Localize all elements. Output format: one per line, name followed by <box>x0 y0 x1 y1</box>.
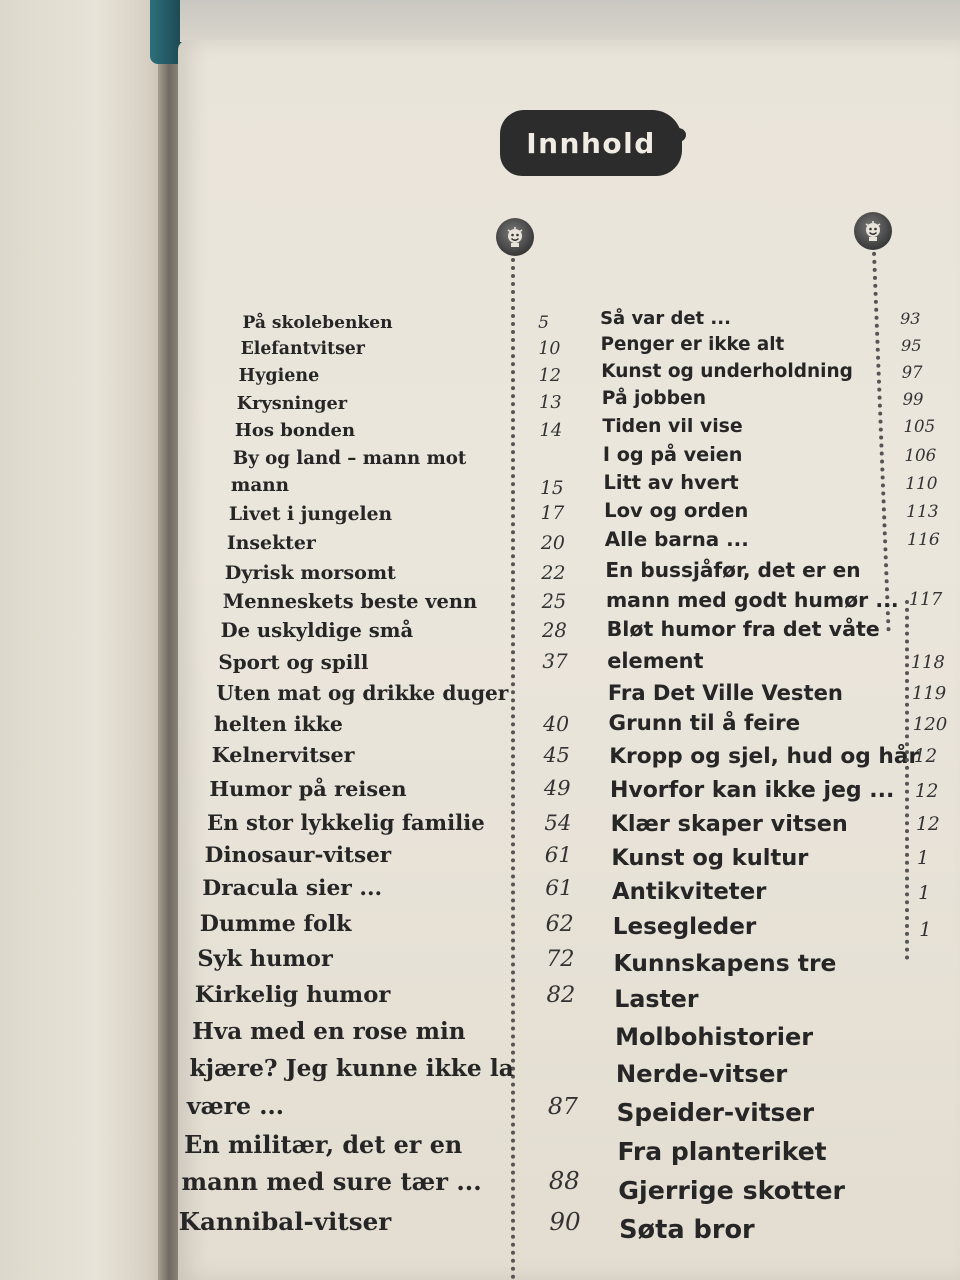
left-toc-entry-line: Menneskets beste venn <box>222 589 478 613</box>
right-toc-entry-line: Lov og orden <box>604 499 749 523</box>
right-toc-page-number: 93 <box>900 309 921 329</box>
right-toc-entry-line: Kunst og underholdning <box>601 361 853 383</box>
left-toc-page-number: 45 <box>543 743 570 768</box>
title-badge <box>500 110 682 176</box>
right-toc-page-number: 12 <box>914 781 939 803</box>
left-toc-page-number: 12 <box>538 366 562 387</box>
right-toc-page-number: 105 <box>903 416 936 436</box>
face-medallion-icon <box>854 212 892 250</box>
left-toc-entry-line: Kelnervitser <box>211 743 355 768</box>
right-toc-entry-line: Penger er ikke alt <box>600 334 785 356</box>
left-toc-entry-line: Hos bonden <box>234 419 356 441</box>
left-toc-page-number: 14 <box>539 419 563 441</box>
left-toc-page-number: 10 <box>538 339 561 360</box>
left-toc-page-number: 15 <box>540 478 564 500</box>
right-toc-page-number: 12 <box>915 814 940 836</box>
right-toc-entry-line: Gjerrige skotter <box>618 1176 845 1206</box>
left-toc-page-number: 28 <box>541 619 567 643</box>
right-toc-entry-line: Litt av hvert <box>603 470 739 494</box>
left-toc-entry-line: Dyrisk morsomt <box>224 560 396 584</box>
right-toc-entry-line: Bløt humor fra det våte <box>606 617 880 642</box>
left-toc-entry-line: Elefantvitser <box>240 339 365 360</box>
left-toc-entry-line: mann <box>230 475 289 497</box>
left-toc-entry-line: Krysninger <box>236 392 348 414</box>
left-toc-entry-line: Kirkelig humor <box>194 981 391 1008</box>
page-title: Innhold <box>526 126 656 160</box>
left-toc-page-number: 20 <box>540 531 565 554</box>
right-toc-page-number: 120 <box>912 713 948 735</box>
left-toc-entry-line: være ... <box>186 1091 284 1120</box>
right-toc-page-number: 97 <box>901 363 923 383</box>
right-toc-page-number: 106 <box>904 444 937 465</box>
right-toc-entry-line: En bussjåfør, det er en <box>605 557 861 582</box>
face-medallion-icon <box>496 218 534 256</box>
left-toc-page-number: 37 <box>542 650 568 674</box>
left-toc-entry-line: Sport og spill <box>218 650 369 675</box>
right-toc-page-number: 1 <box>918 881 931 904</box>
left-toc-entry-line: En militær, det er en <box>184 1130 463 1159</box>
right-toc-entry-line: Så var det ... <box>600 307 731 329</box>
left-toc-entry-line: Syk humor <box>197 945 333 972</box>
left-dotted-line <box>511 258 515 1280</box>
left-toc-page-number: 61 <box>545 876 573 902</box>
right-toc-entry-line: Grunn til å feire <box>608 710 801 736</box>
right-toc-entry-line: Kunst og kultur <box>611 844 809 871</box>
right-toc-entry-line: Fra planteriket <box>617 1136 827 1166</box>
left-toc-entry-line: En stor lykkelig familie <box>207 809 485 835</box>
background-strip <box>180 0 960 42</box>
right-dotted-line-lower <box>905 600 909 960</box>
left-page-edge <box>0 0 175 1280</box>
right-toc-entry-line: Tiden vil vise <box>602 414 743 437</box>
right-toc-entry-line: Kropp og sjel, hud og hår <box>609 743 920 769</box>
left-toc-page-number: 72 <box>546 945 575 972</box>
right-toc-page-number: 117 <box>908 590 943 611</box>
left-toc-entry-line: De uskyldige små <box>220 619 414 643</box>
left-toc-page-number: 5 <box>538 312 549 333</box>
left-toc-entry-line: kjære? Jeg kunne ikke la <box>189 1055 514 1083</box>
right-toc-entry-line: Søta bror <box>619 1215 755 1246</box>
right-toc-entry-line: element <box>607 649 704 674</box>
right-toc-entry-line: Molbohistorier <box>615 1022 814 1051</box>
right-toc-page-number: 116 <box>907 530 940 551</box>
left-toc-page-number: 90 <box>549 1207 581 1237</box>
right-toc-entry-line: Alle barna ... <box>604 528 749 552</box>
right-toc-page-number: 118 <box>910 651 945 673</box>
left-toc-entry-line: På skolebenken <box>242 312 393 333</box>
right-toc-page-number: 110 <box>905 472 938 493</box>
left-toc-page-number: 82 <box>546 981 576 1008</box>
right-toc-entry-line: mann med godt humør ... <box>605 587 899 612</box>
left-toc-page-number: 22 <box>541 560 566 584</box>
left-toc-entry-line: Dumme folk <box>199 911 352 938</box>
left-toc-entry-line: mann med sure tær ... <box>181 1167 482 1197</box>
left-toc-entry-line: Humor på reisen <box>209 776 407 802</box>
right-toc-entry-line: Hvorfor kan ikke jeg ... <box>609 778 895 804</box>
right-toc-page-number: 113 <box>906 501 939 522</box>
right-toc-entry-line: Kunnskapens tre <box>613 949 837 978</box>
right-toc-entry-line: Lesegleder <box>612 914 757 941</box>
right-toc-page-number: 95 <box>900 336 922 356</box>
right-toc-entry-line: Fra Det Ville Vesten <box>607 680 843 706</box>
left-toc-page-number: 61 <box>544 842 573 868</box>
left-toc-entry-line: Uten mat og drikke duger <box>216 680 509 705</box>
right-toc-page-number: 12 <box>913 746 938 768</box>
left-toc-page-number: 40 <box>543 711 570 736</box>
right-toc-page-number: 119 <box>911 682 947 704</box>
right-toc-page-number: 99 <box>902 390 924 410</box>
right-toc-entry-line: Laster <box>614 984 699 1013</box>
left-toc-page-number: 25 <box>541 589 567 613</box>
left-toc-entry-line: Dracula sier ... <box>202 876 383 902</box>
left-toc-page-number: 49 <box>543 776 571 801</box>
left-toc-entry-line: By og land – mann mot <box>232 447 467 469</box>
left-toc-entry-line: Livet i jungelen <box>228 503 393 526</box>
left-toc-page-number: 62 <box>545 911 574 938</box>
right-toc-entry-line: Antikviteter <box>612 878 767 905</box>
book-spine <box>158 0 180 1280</box>
right-toc-entry-line: Klær skaper vitsen <box>610 811 848 838</box>
left-toc-page-number: 54 <box>544 809 572 835</box>
right-toc-entry-line: I og på veien <box>602 442 743 466</box>
left-toc-entry-line: Hva med en rose min <box>192 1018 466 1046</box>
left-toc-entry-line: Insekter <box>226 531 316 554</box>
left-toc-page-number: 88 <box>548 1167 580 1196</box>
left-toc-page-number: 13 <box>539 392 562 413</box>
right-toc-entry-line: Nerde-vitser <box>615 1059 788 1089</box>
left-toc-entry-line: Dinosaur-vitser <box>204 842 392 868</box>
right-toc-entry-line: På jobben <box>601 388 707 410</box>
left-toc-entry-line: Hygiene <box>238 366 320 387</box>
left-toc-entry-line: Kannibal-vitser <box>178 1207 392 1237</box>
right-toc-page-number: 1 <box>919 917 932 941</box>
left-toc-page-number: 87 <box>547 1091 578 1120</box>
left-toc-entry-line: helten ikke <box>214 711 343 736</box>
right-toc-entry-line: Speider-vitser <box>616 1098 815 1128</box>
right-toc-page-number: 1 <box>917 847 929 869</box>
left-toc-page-number: 17 <box>540 503 565 525</box>
